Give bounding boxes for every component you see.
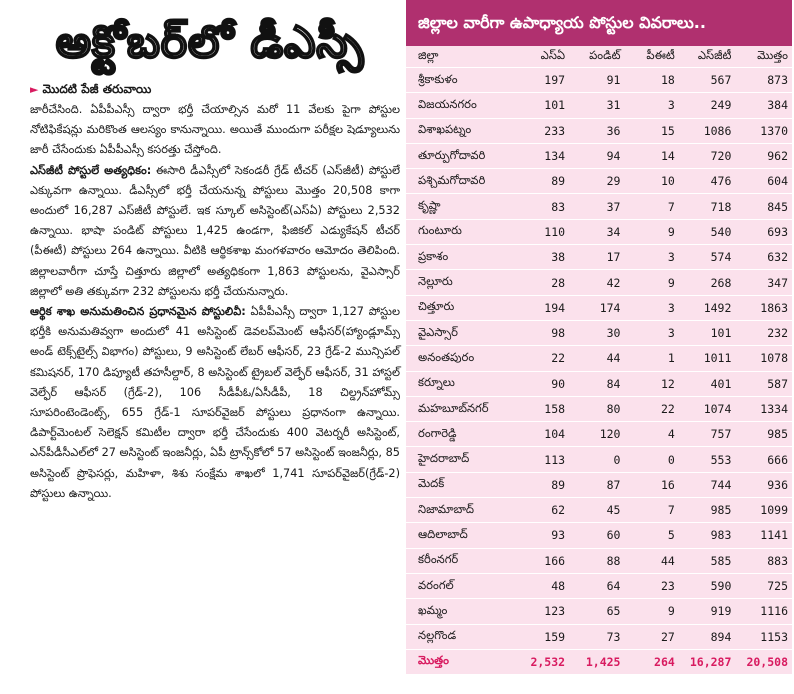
- table-row: [406, 219, 792, 244]
- column-header-sgt: ఎస్‌జీటీ: [679, 46, 736, 68]
- table-row: [406, 472, 792, 497]
- table-header-row: [406, 46, 792, 68]
- paragraph-text: ఏపీపీఎస్సీ ద్వారా 1,127 పోస్టుల భర్తీకి అనుమతివ్వగా అందులో 41 అసిస్టెంట్ డెవలప్‌మెంట్ ఆఫీసర్(హ్యాండ్లూమ్స్ అండ్ టెక్స్‌టైల్స్ విభాగం) పోస్టులు, 9 అసిస్టెంట్ లేబర్ ఆఫీసర్, 23 గ్రేడ్-2 మున్సిపల్ కమిషనర్, 170 డిప్యూటీ తహసీల్దార్, 8 అసిస్టెంట్ ట్రైబల్ వెల్ఫేర్ ఆఫీసర్, 31 హాస్టల్ వెల్ఫేర్ ఆఫీసర్ (గ్రేడ్-2), 106 సీడీపీఓ/ఏసీడీపీ, 18 చిల్డ్రన్‌హోమ్స్ సూపరింటెండెంట్స్, 655 గ్రేడ్-1 సూపర్‌వైజర్ పోస్టులు ప్రధానంగా ఉన్నాయి. డిపార్ట్‌మెంటల్ సెలెక్షన్ కమిటీల ద్వారా భర్తీ చేసేందుకు 400 వెటర్నరీ అసిస్టెంట్, ఎన్‌పీడీసీఎల్‌లో 27 అసిస్టెంట్ ఇంజనీర్లు, ఏపీ ట్రాన్స్‌కోలో 57 అసిస్టెంట్ ఇంజనీర్లు, 85 అసిస్టెంట్ ప్రొఫెసర్లు, మహిళా, శిశు సంక్షేమ శాఖలో 1,741 సూపర్‌వైజర్(గ్రేడ్-2) పోస్టులు ఉన్నాయి.: [30, 305, 400, 500]
- district-cell: వరంగల్: [406, 573, 514, 598]
- total-cell: 587: [735, 371, 792, 396]
- district-cell: చిత్తూరు: [406, 295, 514, 320]
- total-cell: 883: [735, 548, 792, 573]
- pandit-cell: 80: [569, 396, 624, 421]
- sa-cell: 134: [514, 143, 569, 168]
- total-cell: 384: [735, 93, 792, 118]
- pet-cell: 12: [624, 371, 678, 396]
- pet-cell: 7: [624, 194, 678, 219]
- headline: అక్టోబర్‌లో డీఎస్సీ: [55, 17, 365, 68]
- total-cell: 1078: [735, 346, 792, 371]
- pet-cell: 10: [624, 169, 678, 194]
- total-cell: 845: [735, 194, 792, 219]
- total-pandit-cell: 1,425: [569, 649, 624, 674]
- sa-cell: 104: [514, 422, 569, 447]
- sa-cell: 83: [514, 194, 569, 219]
- continued-label: మొదటి పేజీ తరువాయి: [42, 82, 152, 96]
- column-header-pandit: పండిట్: [569, 46, 624, 68]
- sgt-cell: 1492: [679, 295, 736, 320]
- pandit-cell: 64: [569, 573, 624, 598]
- total-cell: 725: [735, 573, 792, 598]
- sgt-cell: 1086: [679, 118, 736, 143]
- continued-from-marker: [30, 82, 151, 99]
- table-title: జిల్లాల వారీగా ఉపాధ్యాయ పోస్టుల వివరాలు..: [406, 0, 792, 46]
- total-cell: 1334: [735, 396, 792, 421]
- district-cell: మహబూబ్‌నగర్: [406, 396, 514, 421]
- pandit-cell: 73: [569, 624, 624, 649]
- total-cell: 936: [735, 472, 792, 497]
- sgt-cell: 720: [679, 143, 736, 168]
- sa-cell: 62: [514, 498, 569, 523]
- total-cell: 873: [735, 68, 792, 93]
- total-cell: 1099: [735, 498, 792, 523]
- sgt-cell: 718: [679, 194, 736, 219]
- district-cell: కర్నూలు: [406, 371, 514, 396]
- table-row: [406, 270, 792, 295]
- pandit-cell: 31: [569, 93, 624, 118]
- sa-cell: 158: [514, 396, 569, 421]
- sa-cell: 98: [514, 320, 569, 345]
- table-row: [406, 143, 792, 168]
- pandit-cell: 30: [569, 320, 624, 345]
- sgt-cell: 590: [679, 573, 736, 598]
- pet-cell: 3: [624, 245, 678, 270]
- pandit-cell: 17: [569, 245, 624, 270]
- table-row: [406, 447, 792, 472]
- table-row: [406, 573, 792, 598]
- pet-cell: 3: [624, 320, 678, 345]
- total-sgt-cell: 16,287: [679, 649, 736, 674]
- district-posts-table: [406, 46, 792, 675]
- pet-cell: 4: [624, 422, 678, 447]
- sa-cell: 194: [514, 295, 569, 320]
- paragraph: [30, 100, 400, 161]
- arrow-right-icon: ►: [30, 83, 39, 96]
- table-row: [406, 498, 792, 523]
- pet-cell: 15: [624, 118, 678, 143]
- pet-cell: 0: [624, 447, 678, 472]
- sa-cell: 22: [514, 346, 569, 371]
- sa-cell: 166: [514, 548, 569, 573]
- table-row: [406, 93, 792, 118]
- table-row: [406, 118, 792, 143]
- sa-cell: 113: [514, 447, 569, 472]
- pandit-cell: 87: [569, 472, 624, 497]
- sa-cell: 197: [514, 68, 569, 93]
- pandit-cell: 60: [569, 523, 624, 548]
- pet-cell: 22: [624, 396, 678, 421]
- district-cell: కరీంనగర్: [406, 548, 514, 573]
- district-cell: ఖమ్మం: [406, 599, 514, 624]
- paragraph-text: జారీచేసింది. ఏపీపీఎస్సీ ద్వారా భర్తీ చేయాల్సిన మరో 11 వేలకు పైగా పోస్టుల నోటిఫికేషన్లు మరికొంత ఆలస్యం కానున్నాయి. అయితే ముందుగా పరీక్షల షెడ్యూలును జారీ చేసేందుకు ఏపీపీఎస్సీ కసరత్తు చేస్తోంది.: [30, 103, 400, 157]
- total-cell: 1153: [735, 624, 792, 649]
- column-header-total: మొత్తం: [735, 46, 792, 68]
- total-cell: 232: [735, 320, 792, 345]
- total-pet-cell: 264: [624, 649, 678, 674]
- district-cell: విజయనగరం: [406, 93, 514, 118]
- district-cell: హైదరాబాద్: [406, 447, 514, 472]
- total-district-cell: మొత్తం: [406, 649, 514, 674]
- district-cell: విశాఖపట్నం: [406, 118, 514, 143]
- table-row: [406, 320, 792, 345]
- sa-cell: 101: [514, 93, 569, 118]
- sgt-cell: 985: [679, 498, 736, 523]
- district-cell: నల్లగొండ: [406, 624, 514, 649]
- sgt-cell: 249: [679, 93, 736, 118]
- pet-cell: 18: [624, 68, 678, 93]
- pet-cell: 27: [624, 624, 678, 649]
- pet-cell: 44: [624, 548, 678, 573]
- total-cell: 985: [735, 422, 792, 447]
- table-row: [406, 624, 792, 649]
- sgt-cell: 1074: [679, 396, 736, 421]
- article-body: [30, 100, 400, 504]
- district-cell: కృష్ణా: [406, 194, 514, 219]
- paragraph: [30, 161, 400, 302]
- sa-cell: 89: [514, 472, 569, 497]
- district-cell: శ్రీకాకుళం: [406, 68, 514, 93]
- total-cell: 1141: [735, 523, 792, 548]
- district-cell: గుంటూరు: [406, 219, 514, 244]
- pandit-cell: 34: [569, 219, 624, 244]
- sgt-cell: 401: [679, 371, 736, 396]
- pet-cell: 16: [624, 472, 678, 497]
- table-row: [406, 523, 792, 548]
- sgt-cell: 567: [679, 68, 736, 93]
- pandit-cell: 84: [569, 371, 624, 396]
- pet-cell: 1: [624, 346, 678, 371]
- total-cell: 347: [735, 270, 792, 295]
- total-cell: 1863: [735, 295, 792, 320]
- district-cell: తూర్పుగోదావరి: [406, 143, 514, 168]
- pet-cell: 9: [624, 219, 678, 244]
- paragraph-text: ఈసారి డీఎస్సీలో సెకండరీ గ్రేడ్ టీచర్ (ఎస్‌జీటీ) పోస్టులే ఎక్కువగా ఉన్నాయి. డీఎస్సీలో భర్తీ చేయనున్న పోస్టులు మొత్తం 20,508 కాగా అందులో 16,287 ఎస్‌జీటీ పోస్టులే. ఇక స్కూల్ అసిస్టెంట్(ఎస్ఏ) పోస్టులు 2,532 ఉన్నాయి. భాషా పండిట్ పోస్టులు 1,425 ఉండగా, ఫిజికల్ ఎడ్యుకేషన్ టీచర్ (పీఈటీ) పోస్టులు 264 ఉన్నాయి. వీటికి ఆర్థికశాఖ మంగళవారం ఆమోదం తెలిపింది. జిల్లాలవారీగా చూస్తే చిత్తూరు జిల్లాలో అత్యధికంగా 1,863 పోస్టులను, వైఎస్సార్ జిల్లాలో అతి తక్కువగా 232 పోస్టులను భర్తీ చేయనున్నారు.: [30, 163, 401, 298]
- pet-cell: 5: [624, 523, 678, 548]
- table-body: [406, 68, 792, 675]
- pandit-cell: 120: [569, 422, 624, 447]
- sgt-cell: 540: [679, 219, 736, 244]
- column-header-district: జిల్లా: [406, 46, 514, 68]
- subheading: ఎస్‌జీటీ పోస్టులే అత్యధికం:: [30, 163, 152, 177]
- pet-cell: 3: [624, 93, 678, 118]
- table-row: [406, 194, 792, 219]
- pandit-cell: 91: [569, 68, 624, 93]
- total-cell: 962: [735, 143, 792, 168]
- pandit-cell: 45: [569, 498, 624, 523]
- district-cell: నెల్లూరు: [406, 270, 514, 295]
- pet-cell: 23: [624, 573, 678, 598]
- table-row: [406, 295, 792, 320]
- table-row: [406, 245, 792, 270]
- total-sa-cell: 2,532: [514, 649, 569, 674]
- district-posts-table-panel: [406, 0, 792, 694]
- pandit-cell: 44: [569, 346, 624, 371]
- sgt-cell: 574: [679, 245, 736, 270]
- pet-cell: 9: [624, 599, 678, 624]
- total-total-cell: 20,508: [735, 649, 792, 674]
- district-cell: మెదక్: [406, 472, 514, 497]
- table-row: [406, 346, 792, 371]
- subheading: ఆర్థిక శాఖ అనుమతించిన ప్రధానమైన పోస్టులివీ:: [30, 305, 246, 319]
- district-cell: రంగారెడ్డి: [406, 422, 514, 447]
- district-cell: ప్రకాశం: [406, 245, 514, 270]
- sgt-cell: 585: [679, 548, 736, 573]
- sgt-cell: 894: [679, 624, 736, 649]
- table-row: [406, 396, 792, 421]
- sa-cell: 48: [514, 573, 569, 598]
- pandit-cell: 0: [569, 447, 624, 472]
- sgt-cell: 744: [679, 472, 736, 497]
- sa-cell: 123: [514, 599, 569, 624]
- sgt-cell: 919: [679, 599, 736, 624]
- sgt-cell: 553: [679, 447, 736, 472]
- table-row: [406, 548, 792, 573]
- pet-cell: 3: [624, 295, 678, 320]
- sgt-cell: 476: [679, 169, 736, 194]
- pet-cell: 14: [624, 143, 678, 168]
- sgt-cell: 101: [679, 320, 736, 345]
- sa-cell: 233: [514, 118, 569, 143]
- pandit-cell: 42: [569, 270, 624, 295]
- total-cell: 1370: [735, 118, 792, 143]
- paragraph: [30, 302, 400, 504]
- table-row: [406, 422, 792, 447]
- sgt-cell: 757: [679, 422, 736, 447]
- pandit-cell: 174: [569, 295, 624, 320]
- table-row: [406, 599, 792, 624]
- district-cell: ఆదిలాబాద్: [406, 523, 514, 548]
- pet-cell: 9: [624, 270, 678, 295]
- district-cell: అనంతపురం: [406, 346, 514, 371]
- sa-cell: 38: [514, 245, 569, 270]
- sgt-cell: 268: [679, 270, 736, 295]
- sa-cell: 159: [514, 624, 569, 649]
- pandit-cell: 37: [569, 194, 624, 219]
- table-total-row: [406, 649, 792, 674]
- sgt-cell: 1011: [679, 346, 736, 371]
- table-row: [406, 68, 792, 93]
- total-cell: 632: [735, 245, 792, 270]
- total-cell: 693: [735, 219, 792, 244]
- table-row: [406, 169, 792, 194]
- sa-cell: 90: [514, 371, 569, 396]
- pet-cell: 7: [624, 498, 678, 523]
- district-cell: నిజామాబాద్: [406, 498, 514, 523]
- district-cell: వైఎస్సార్: [406, 320, 514, 345]
- column-header-pet: పీఈటీ: [624, 46, 678, 68]
- sa-cell: 28: [514, 270, 569, 295]
- pandit-cell: 36: [569, 118, 624, 143]
- pandit-cell: 94: [569, 143, 624, 168]
- total-cell: 1116: [735, 599, 792, 624]
- pandit-cell: 88: [569, 548, 624, 573]
- sgt-cell: 983: [679, 523, 736, 548]
- column-header-sa: ఎస్ఏ: [514, 46, 569, 68]
- pandit-cell: 65: [569, 599, 624, 624]
- sa-cell: 110: [514, 219, 569, 244]
- sa-cell: 93: [514, 523, 569, 548]
- sa-cell: 89: [514, 169, 569, 194]
- total-cell: 666: [735, 447, 792, 472]
- table-row: [406, 371, 792, 396]
- district-cell: పశ్చిమగోదావరి: [406, 169, 514, 194]
- total-cell: 604: [735, 169, 792, 194]
- pandit-cell: 29: [569, 169, 624, 194]
